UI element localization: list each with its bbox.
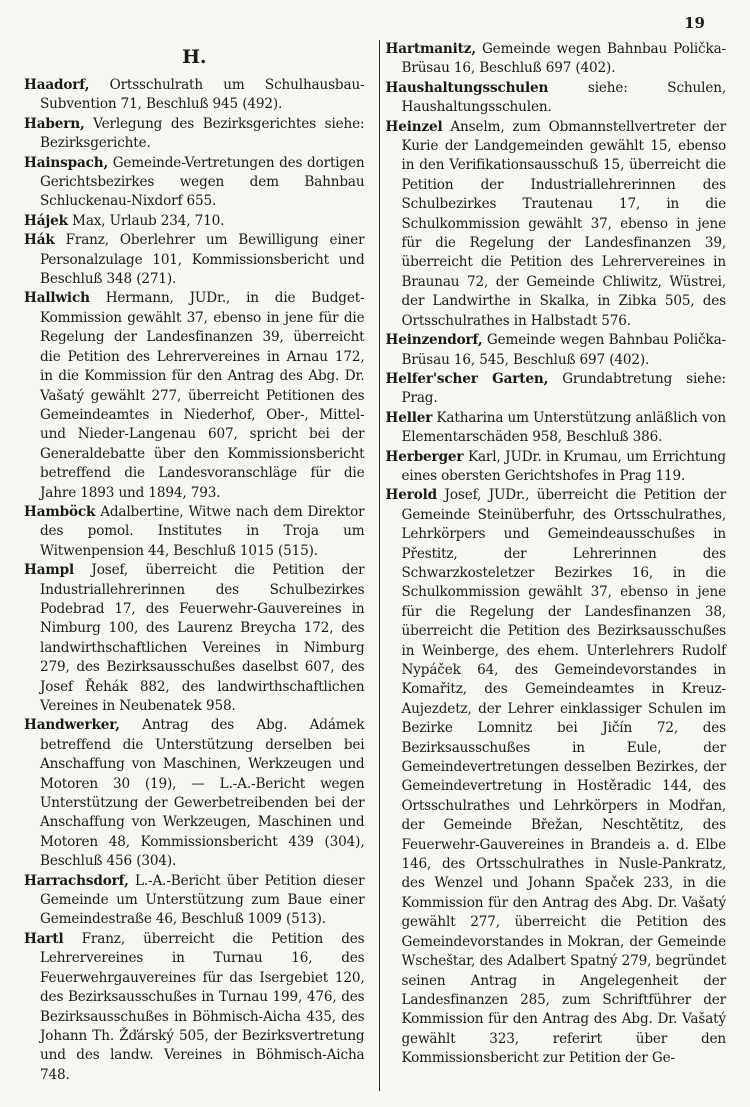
entry-text: Josef, JUDr., überreicht die Petition der Gemeinde Steinüberfuhr, des Ortsschulrathes, Lehrkörpers und Gemeindeausschußes in Přestitz, der Lehrerinnen des Schwarzkosteletzer Bezirkes 16, in die Schulkommission gewählt 37, ebenso in jene für die Regelung der Landesfinanzen 38, überreicht die Petition des Bezirksausschußes in Weinberge, des ehem. Unterlehrers Rudolf Nypáček 64, des Gemeindevorstandes in Komařitz, des Gemeindeamtes in Kreuz-Aujezdetz, der Lehrer einklassiger Schulen im Bezirke Lomnitz bei Jičín 72, des Bezirksausschußes in Eule, der Gemeindevertretungen desselben Bezirkes, der Gemeindevertretung in Hostěradic 144, des Ortsschulrathes und Lehrkörpers in Modřan, der Gemeinde Břežan, Neschtětitz, des Feuerwehr-Gauvereines in Brandeis a. d. Elbe 146, des Ortsschulrathes in Nusle-Pankratz, des Wenzel und Johann Spaček 233, in die Kommission für den Antrag des Abg. Dr. Vašatý gewählt 277, überreicht die Petition des Gemeindevorstandes in Mokran, der Gemeinde Wscheštar, des Adalbert Spatný 279, begründet seinen Antrag in Angelegenheit der Landesfinanzen 285, zum Schriftführer der Kommission für den Antrag des Abg. Dr. Vašatý gewählt 323, referirt über den Kommissionsbericht zur Petition der Ge- — [401, 487, 726, 1067]
entry-text: siehe: Schulen, Haushaltungsschulen. — [401, 79, 726, 116]
index-entry — [386, 79, 727, 118]
entry-keyword: Herberger — [385, 448, 464, 465]
entry-keyword: Haadorf, — [24, 77, 90, 93]
index-entry — [24, 76, 365, 115]
index-entry — [386, 409, 727, 448]
index-entry — [386, 448, 727, 487]
entry-text: Grundabtretung siehe: Prag. — [401, 370, 726, 407]
left-entries — [24, 76, 365, 1085]
index-entry — [24, 503, 365, 561]
entry-text: L.-A.-Bericht über Petition dieser Gemeinde um Unterstützung zum Baue einer Gemeindestraße 46, Beschluß 1009 (513). — [40, 872, 365, 928]
entry-text: Gemeinde-Vertretungen des dortigen Gerichtsbezirkes wegen dem Bahnbau Schluckenau-Nixdorf 655. — [40, 154, 365, 210]
index-entry — [24, 154, 365, 212]
entry-text: Franz, Oberlehrer um Bewilligung einer Personalzulage 101, Kommissionsbericht und Beschluß 348 (271). — [40, 232, 365, 288]
entry-text: Hermann, JUDr., in die Budget-Kommission gewählt 37, ebenso in jene für die Regelung der Landesfinanzen 39, überreicht die Petition des Lehrervereines in Arnau 172, in die Kommission für den Antrag des Abg. Dr. Vašatý gewählt 277, überreicht Petitionen des Gemeindeamtes in Niederhof, Ober-, Mittel- und Nieder-Langenau 607, spricht bei der Generaldebatte über den Kommissionsbericht betreffend die Landesvoranschläge für die Jahre 1893 und 1894, 793. — [40, 290, 365, 501]
right-entries — [386, 40, 727, 1069]
letter-heading: H. — [182, 46, 207, 68]
index-entry — [24, 930, 365, 1085]
index-entry — [386, 40, 727, 79]
index-entry — [24, 231, 365, 289]
entry-text: Verlegung des Bezirksgerichtes siehe: Bezirksgerichte. — [40, 115, 365, 152]
index-entry — [386, 486, 727, 1068]
entry-keyword: Heinzel — [385, 118, 443, 135]
entry-text: Josef, überreicht die Petition der Industriallehrerinnen des Schulbezirkes Podebrad 17, des Feuerwehr-Gauvereines in Nimburg 100, des Laurenz Breycha 172, des landwirthschaftlichen Vereines in Nimburg 279, des Bezirksausschußes daselbst 607, des Josef Řehák 882, des landwirthschaftlichen Vereines in Neubenatek 958. — [40, 562, 365, 714]
entry-text: Franz, überreicht die Petition des Lehrervereines in Turnau 16, des Feuerwehrgauvereines für das Isergebiet 120, des Bezirksausschußes in Turnau 199, 476, des Bezirksausschußes in Böhmisch-Aicha 435, des Johann Th. Žďárský 505, der Bezirksvertretung und des landw. Vereines in Böhmisch-Aicha 748. — [40, 930, 365, 1083]
index-entry — [24, 716, 365, 871]
entry-text: Katharina um Unterstützung anläßlich von Elementarschäden 958, Beschluß 386. — [401, 409, 726, 446]
index-entry — [24, 561, 365, 716]
entry-keyword: Hainspach, — [24, 154, 109, 171]
entry-text: Max, Urlaub 234, 710. — [67, 212, 225, 229]
entry-text: Gemeinde wegen Bahnbau Polička-Brüsau 16, 545, Beschluß 697 (402). — [401, 332, 726, 368]
entry-text: Karl, JUDr. in Krumau, um Errichtung eines obersten Gerichtshofes in Prag 119. — [401, 448, 726, 484]
entry-text: Antrag des Abg. Adámek betreffend die Unterstützung derselben bei Anschaffung von Maschinen, Werkzeugen und Motoren 30 (19), — L.-A.-Bericht wegen Unterstützung der Gewerbetreibenden bei der Anschaffung von Werkzeugen, Maschinen und Motoren 48, Kommissionsbericht 439 (304), Beschluß 456 (304). — [40, 717, 365, 870]
index-entry — [24, 289, 365, 502]
entry-keyword: Harrachsdorf, — [24, 872, 129, 889]
entry-keyword: Herold — [385, 487, 437, 504]
entry-keyword: Hallwich — [24, 290, 90, 307]
entry-keyword: Hartl — [24, 930, 64, 947]
entry-text: Gemeinde wegen Bahnbau Polička-Brüsau 16, Beschluß 697 (402). — [401, 41, 726, 77]
index-entry — [24, 212, 365, 231]
entry-keyword: Habern, — [24, 115, 85, 132]
entry-keyword: Haushaltungsschulen — [385, 79, 549, 96]
page-number: 19 — [684, 14, 705, 32]
left-column — [24, 40, 365, 1091]
entry-keyword: Heller — [385, 409, 433, 426]
index-columns — [24, 40, 726, 1091]
entry-text: Adalbertine, Witwe nach dem Direktor des pomol. Institutes in Troja um Witwenpension 44, Beschluß 1015 (515). — [40, 503, 365, 559]
entry-keyword: Hartmanitz, — [385, 41, 476, 57]
entry-keyword: Helfer'scher Garten, — [385, 370, 549, 387]
index-entry — [24, 115, 365, 154]
index-entry — [24, 872, 365, 930]
entry-keyword: Hájek — [24, 212, 68, 229]
index-entry — [386, 331, 727, 370]
right-column — [379, 40, 727, 1091]
entry-keyword: Hák — [24, 232, 55, 249]
entry-keyword: Hampl — [24, 562, 74, 579]
entry-text: Ortsschulrath um Schulhausbau-Subvention 71, Beschluß 945 (492). — [40, 77, 365, 113]
entry-keyword: Handwerker, — [24, 717, 120, 734]
entry-keyword: Heinzendorf, — [385, 332, 483, 349]
entry-text: Anselm, zum Obmannstellvertreter der Kurie der Landgemeinden gewählt 15, ebenso in den Verifikationsausschuß 15, überreicht die Petition der Industriallehrerinnen des Schulbezirkes Trautenau 17, in die Schulkommission gewählt 37, ebenso in jene für die Regelung der Landesfinanzen 39, überreicht die Petition des Lehrervereines in Braunau 72, der Gemeinde Chliwitz, Wüstrei, der Landwirthe in Skalka, in Zibka 505, des Ortsschulrathes in Halbstadt 576. — [401, 118, 726, 329]
index-entry — [386, 370, 727, 409]
index-entry — [386, 118, 727, 331]
entry-keyword: Hamböck — [24, 503, 96, 520]
